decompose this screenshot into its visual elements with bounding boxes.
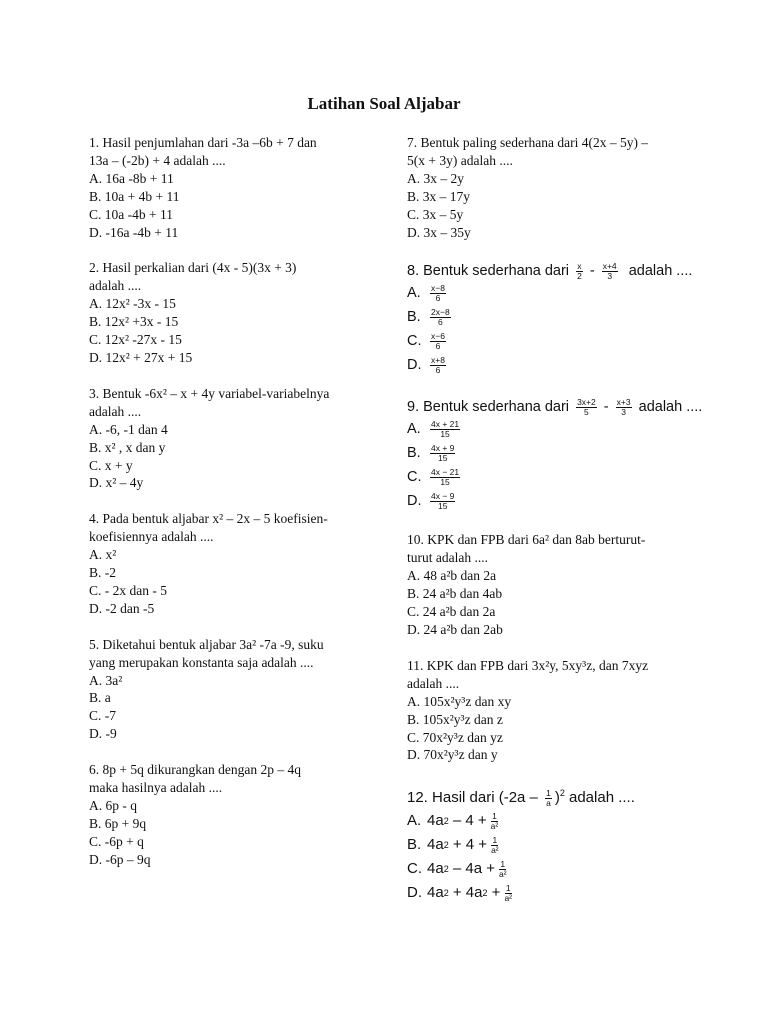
exponent: 2	[443, 864, 449, 875]
fraction-denominator: 6	[435, 364, 441, 375]
stem-text: 12. Hasil dari (-2a –	[407, 789, 538, 807]
question-line: 2. Hasil perkalian dari (4x - 5)(3x + 3)	[89, 260, 297, 276]
right-column	[407, 134, 703, 923]
option-c	[407, 465, 687, 489]
option-b: B. 12x² +3x - 15	[89, 314, 179, 330]
question-line: 1. Hasil penjumlahan dari -3a –6b + 7 dan	[89, 135, 317, 150]
question-line: maka hasilnya adalah ....	[89, 780, 223, 796]
fraction-numerator: x+4	[602, 261, 617, 272]
fraction-denominator: 2	[577, 271, 582, 282]
option-a	[407, 281, 687, 305]
option-a: A. 16a -8b + 11	[89, 170, 174, 186]
option-b: B. 6p + 9q	[89, 815, 147, 831]
option-d: D. -9	[89, 726, 117, 742]
expression: 4a	[427, 860, 444, 878]
exponent: 2	[482, 888, 488, 899]
option-d: D. 24 a²b dan 2ab	[407, 621, 503, 637]
option-label: A.	[407, 421, 421, 438]
question-line: 5(x + 3y) adalah ....	[407, 152, 513, 168]
option-label: C.	[407, 469, 422, 486]
fraction-denominator: a	[546, 797, 551, 808]
fraction-denominator: 15	[440, 428, 450, 439]
fraction-denominator: 3	[621, 407, 626, 418]
option-b	[407, 305, 687, 329]
option-a	[407, 417, 687, 441]
option-b	[407, 441, 687, 465]
question-stem	[407, 782, 687, 809]
option-a: A. -6, -1 dan 4	[89, 421, 168, 437]
fraction-numerator: 4x + 21	[431, 418, 460, 429]
exponent: 2	[443, 888, 449, 899]
option-c: C. 70x²y³z dan yz	[407, 729, 503, 745]
question-line: adalah ....	[89, 278, 142, 294]
question-4	[89, 510, 369, 617]
option-d: D. -16a -4b + 11	[89, 224, 179, 240]
fraction	[430, 332, 446, 351]
question-line: turut adalah ....	[407, 550, 488, 566]
option-label: B.	[407, 836, 422, 854]
question-stem	[407, 397, 703, 418]
fraction	[576, 262, 583, 281]
option-d: D. -6p – 9q	[89, 851, 151, 867]
question-6	[89, 761, 369, 868]
option-d	[407, 489, 687, 513]
fraction-denominator: 15	[440, 476, 450, 487]
question-line: 11. KPK dan FPB dari 3x²y, 5xy³z, dan 7xyz	[407, 657, 649, 673]
option-a: A. 12x² -3x - 15	[89, 296, 176, 312]
fraction-numerator: 1	[500, 858, 506, 869]
page-title: Latihan Soal Aljabar	[307, 94, 461, 113]
fraction-numerator: 1	[492, 810, 497, 821]
fraction-numerator: 4x − 21	[431, 466, 460, 477]
fraction-numerator: 4x − 9	[431, 490, 455, 501]
fraction	[490, 836, 500, 855]
option-c: C. 3x – 5y	[407, 206, 464, 222]
stem-text: )	[554, 789, 560, 807]
option-label: B.	[407, 309, 421, 326]
fraction-denominator: a²	[490, 820, 499, 831]
option-b: B. -2	[89, 565, 116, 581]
fraction	[430, 468, 460, 487]
stem-text: adalah ....	[569, 789, 635, 807]
fraction-numerator: x	[577, 261, 582, 272]
option-c	[407, 329, 687, 353]
option-c: C. -7	[89, 708, 116, 724]
fraction	[602, 262, 618, 281]
option-label: D.	[407, 884, 422, 902]
fraction-denominator: 5	[584, 407, 589, 418]
minus-sign: -	[589, 263, 595, 280]
option-a	[407, 809, 687, 833]
fraction	[503, 884, 513, 903]
option-c: C. x + y	[89, 457, 133, 473]
option-a: A. 105x²y³z dan xy	[407, 693, 512, 709]
question-stem	[407, 261, 693, 282]
fraction	[576, 398, 597, 417]
stem-text: 9. Bentuk sederhana dari	[407, 399, 570, 416]
exponent: 2	[443, 816, 449, 827]
expression: + 4 +	[448, 836, 488, 854]
left-column	[89, 134, 369, 887]
fraction-denominator: 15	[437, 452, 448, 463]
option-b: B. 10a + 4b + 11	[89, 188, 180, 204]
exponent: 2	[559, 788, 565, 799]
option-a: A. 3a²	[89, 672, 123, 688]
expression: 4a	[427, 884, 444, 902]
option-d: D. 70x²y³z dan y	[407, 747, 498, 763]
question-line: 13a – (-2b) + 4 adalah ....	[89, 152, 226, 168]
fraction	[430, 444, 455, 463]
option-b: B. 24 a²b dan 4ab	[407, 586, 503, 602]
option-c: C. -6p + q	[89, 833, 144, 849]
option-c: C. - 2x dan - 5	[89, 582, 167, 598]
fraction-numerator: 1	[546, 787, 551, 798]
option-label: D.	[407, 357, 422, 374]
option-c: C. 10a -4b + 11	[89, 206, 173, 222]
question-line: adalah ....	[89, 403, 142, 419]
expression: +	[487, 884, 501, 902]
option-d	[407, 353, 687, 377]
expression: – 4a +	[448, 860, 495, 878]
fraction	[430, 492, 455, 511]
fraction-numerator: 1	[505, 882, 511, 893]
option-label: A.	[407, 285, 421, 302]
stem-text: 8. Bentuk sederhana dari	[407, 263, 570, 280]
fraction	[430, 308, 451, 327]
fraction-denominator: 15	[437, 500, 448, 511]
question-8	[407, 261, 693, 377]
option-d: D. x² – 4y	[89, 475, 144, 491]
question-line: 10. KPK dan FPB dari 6a² dan 8ab berturut-	[407, 532, 646, 548]
option-d: D. -2 dan -5	[89, 600, 155, 616]
minus-sign: -	[603, 399, 609, 416]
expression: + 4a	[448, 884, 483, 902]
fraction-numerator: 3x+2	[577, 397, 596, 408]
fraction-numerator: 1	[492, 834, 498, 845]
question-line: 6. 8p + 5q dikurangkan dengan 2p – 4q	[89, 762, 301, 778]
fraction	[430, 420, 460, 439]
question-11	[407, 657, 687, 764]
fraction-denominator: 3	[607, 271, 613, 282]
stem-text: adalah ....	[628, 263, 693, 280]
fraction	[430, 284, 446, 303]
option-a: A. 48 a²b dan 2a	[407, 568, 497, 584]
option-b: B. x² , x dan y	[89, 439, 166, 455]
fraction-denominator: a²	[504, 892, 512, 903]
option-d: D. 12x² + 27x + 15	[89, 349, 193, 365]
fraction-denominator: a²	[491, 844, 499, 855]
question-line: 3. Bentuk -6x² – x + 4y variabel-variabelnya	[89, 385, 330, 401]
fraction-denominator: 6	[437, 316, 443, 327]
fraction-numerator: x+3	[616, 397, 631, 408]
question-line: koefisiennya adalah ....	[89, 529, 214, 545]
option-c	[407, 857, 687, 881]
option-d: D. 3x – 35y	[407, 224, 471, 240]
option-b: B. 3x – 17y	[407, 188, 471, 204]
option-a: A. x²	[89, 547, 117, 563]
question-line: 5. Diketahui bentuk aljabar 3a² -7a -9, suku	[89, 636, 324, 652]
option-a: A. 3x – 2y	[407, 170, 464, 186]
option-label: C.	[407, 333, 422, 350]
expression: – 4 +	[448, 812, 487, 830]
question-3	[89, 385, 369, 492]
expression: 4a	[427, 812, 444, 830]
option-label: B.	[407, 445, 421, 462]
expression: 4a	[427, 836, 444, 854]
fraction	[545, 789, 552, 808]
option-d	[407, 881, 687, 905]
option-label: A.	[407, 812, 422, 830]
option-a: A. 6p - q	[89, 798, 137, 813]
question-9	[407, 397, 703, 513]
fraction	[490, 812, 500, 831]
question-line: 7. Bentuk paling sederhana dari 4(2x – 5y) –	[407, 135, 649, 150]
fraction-denominator: 6	[435, 292, 441, 303]
option-c: C. 24 a²b dan 2a	[407, 604, 496, 620]
fraction	[430, 356, 446, 375]
option-b: B. 105x²y³z dan z	[407, 711, 503, 727]
option-c: C. 12x² -27x - 15	[89, 332, 182, 348]
fraction-numerator: 4x + 9	[431, 442, 455, 453]
fraction-numerator: x+8	[431, 354, 445, 365]
question-7	[407, 134, 687, 241]
question-line: adalah ....	[407, 675, 460, 691]
fraction-numerator: x−8	[431, 282, 445, 293]
question-12	[407, 782, 687, 905]
fraction	[498, 860, 508, 879]
fraction-denominator: a²	[499, 868, 507, 879]
fraction	[616, 398, 632, 417]
fraction-numerator: x−6	[431, 330, 445, 341]
option-b: B. a	[89, 690, 111, 706]
question-1	[89, 134, 369, 241]
question-5	[89, 636, 369, 743]
option-label: D.	[407, 493, 422, 510]
stem-text: adalah ....	[638, 399, 703, 416]
option-b	[407, 833, 687, 857]
question-line: yang merupakan konstanta saja adalah ....	[89, 654, 314, 670]
fraction-numerator: 2x−8	[431, 306, 450, 317]
fraction-denominator: 6	[435, 340, 441, 351]
exponent: 2	[443, 840, 449, 851]
option-label: C.	[407, 860, 422, 878]
question-line: 4. Pada bentuk aljabar x² – 2x – 5 koefisien-	[89, 511, 328, 527]
question-2	[89, 259, 369, 366]
question-10	[407, 531, 687, 638]
